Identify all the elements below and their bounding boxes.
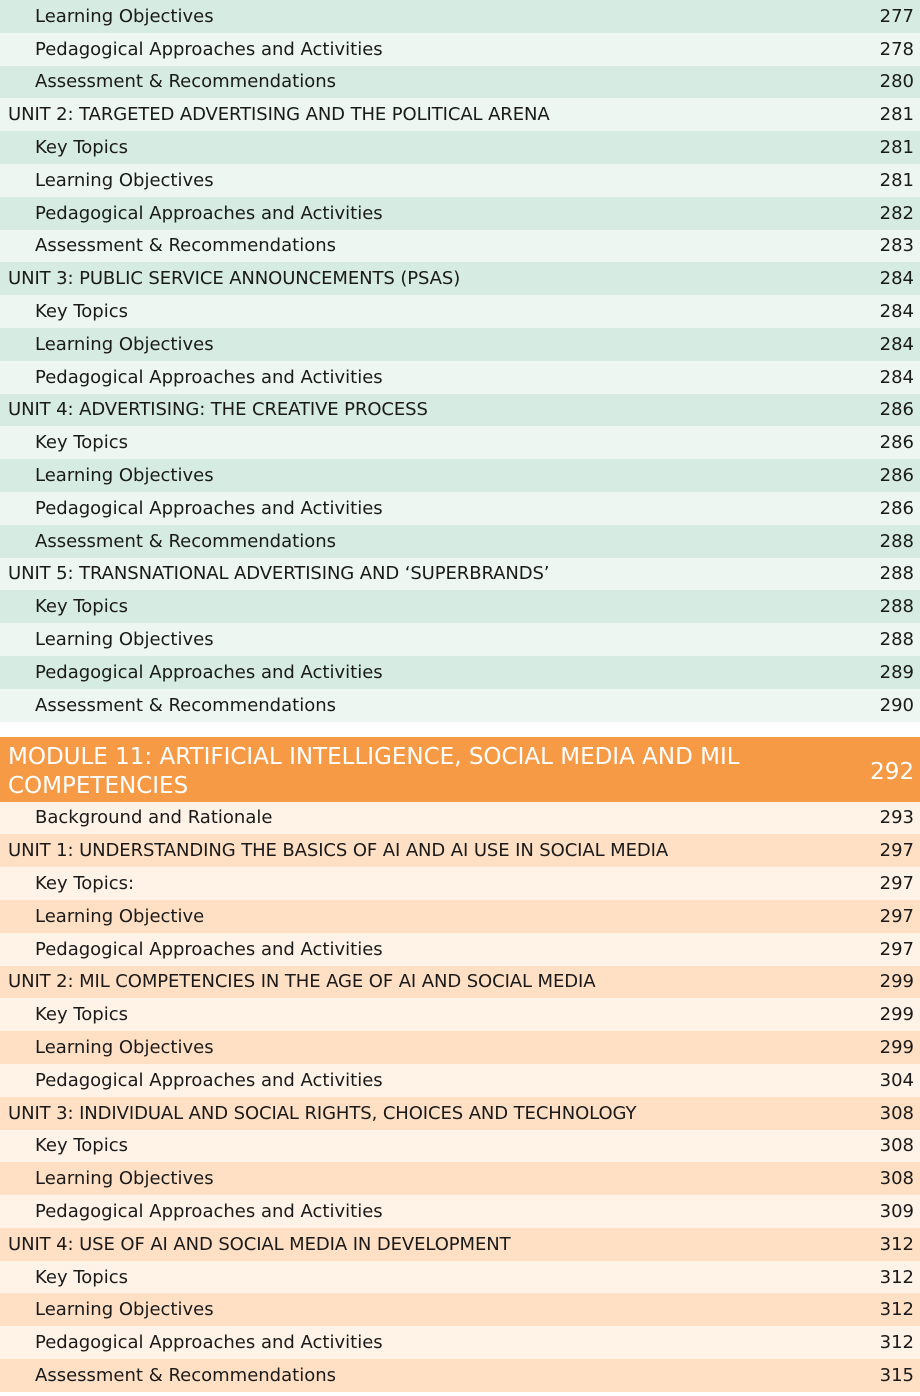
toc-unit-entry[interactable]: [0, 394, 920, 427]
toc-entry[interactable]: [0, 295, 920, 328]
toc-entry-title: UNIT 2: TARGETED ADVERTISING AND THE POLITICAL ARENA: [8, 104, 550, 126]
toc-entry-title: Learning Objectives: [35, 465, 214, 487]
toc-entry-page-number: 288: [879, 629, 914, 651]
toc-entry[interactable]: [0, 492, 920, 525]
toc-entry-title: Learning Objective: [35, 905, 205, 927]
toc-unit-entry[interactable]: [0, 1097, 920, 1130]
toc-entry-page-number: 286: [879, 497, 914, 519]
toc-entry-page-number: 281: [879, 169, 914, 191]
toc-entry-page-number: 299: [879, 1037, 914, 1058]
toc-entry[interactable]: [0, 66, 920, 99]
toc-entry-title: Pedagogical Approaches and Activities: [35, 1332, 383, 1354]
toc-entry-page-number: 284: [879, 268, 914, 290]
toc-entry-title: Key Topics: [35, 137, 129, 159]
toc-entry[interactable]: [0, 33, 920, 66]
toc-entry-title: Learning Objectives: [35, 1168, 214, 1190]
toc-entry-page-number: 312: [879, 1233, 914, 1255]
toc-entry[interactable]: [0, 525, 920, 558]
toc-entry[interactable]: [0, 1359, 920, 1392]
section-divider: [0, 722, 920, 737]
toc-entry-page-number: 283: [879, 235, 914, 257]
toc-entry-title: Pedagogical Approaches and Activities: [35, 938, 383, 960]
toc-entry[interactable]: [0, 459, 920, 492]
toc-entry[interactable]: [0, 328, 920, 361]
toc-unit-entry[interactable]: [0, 262, 920, 295]
toc-entry-title: Assessment & Recommendations: [35, 235, 336, 257]
toc-entry-title: Pedagogical Approaches and Activities: [35, 497, 383, 519]
toc-entry-title: UNIT 3: INDIVIDUAL AND SOCIAL RIGHTS, CHOICES AND TECHNOLOGY: [8, 1102, 637, 1124]
toc-entry-page-number: 297: [879, 840, 914, 862]
toc-entry-page-number: 304: [879, 1069, 914, 1091]
toc-entry-page-number: 284: [879, 366, 914, 388]
toc-entry[interactable]: [0, 230, 920, 263]
toc-unit-entry[interactable]: [0, 1228, 920, 1261]
toc-entry-page-number: 309: [879, 1200, 914, 1222]
toc-entry-title: Key Topics: [35, 301, 129, 323]
toc-entry-page-number: 278: [879, 38, 914, 60]
toc-entry-title: Key Topics: [35, 1135, 129, 1157]
toc-entry-page-number: 308: [879, 1102, 914, 1124]
toc-entry-title: Pedagogical Approaches and Activities: [35, 38, 383, 60]
toc-entry[interactable]: [0, 197, 920, 230]
toc-entry-page-number: 297: [879, 905, 914, 927]
toc-entry[interactable]: [0, 689, 920, 722]
toc-unit-entry[interactable]: [0, 98, 920, 131]
toc-entry[interactable]: [0, 623, 920, 656]
module-page-number: 292: [870, 758, 914, 785]
toc-entry[interactable]: [0, 361, 920, 394]
toc-entry-page-number: 297: [879, 873, 914, 895]
toc-entry[interactable]: [0, 1195, 920, 1228]
toc-entry-page-number: 288: [879, 530, 914, 552]
toc-entry[interactable]: [0, 426, 920, 459]
toc-entry-title: UNIT 4: ADVERTISING: THE CREATIVE PROCESS: [8, 399, 428, 421]
toc-entry-title: Key Topics: [35, 596, 129, 618]
toc-entry-page-number: 312: [879, 1266, 914, 1288]
toc-entry-title: Learning Objectives: [35, 1299, 214, 1321]
toc-entry[interactable]: [0, 900, 920, 933]
toc-entry-page-number: 308: [879, 1168, 914, 1190]
toc-entry-page-number: 286: [879, 399, 914, 421]
toc-entry-title: Pedagogical Approaches and Activities: [35, 661, 383, 683]
toc-entry-page-number: 312: [879, 1299, 914, 1321]
toc-entry[interactable]: [0, 1326, 920, 1359]
toc-entry-page-number: 297: [879, 938, 914, 960]
toc-entry-title: Learning Objectives: [35, 629, 214, 651]
toc-entry-title: Pedagogical Approaches and Activities: [35, 1200, 383, 1222]
toc-entry-title: UNIT 5: TRANSNATIONAL ADVERTISING AND ‘SUPERBRANDS’: [8, 563, 550, 585]
toc-entry-page-number: 284: [879, 333, 914, 355]
toc-entry-title: UNIT 1: UNDERSTANDING THE BASICS OF AI AND AI USE IN SOCIAL MEDIA: [8, 840, 669, 862]
toc-entry-title: UNIT 4: USE OF AI AND SOCIAL MEDIA IN DEVELOPMENT: [8, 1233, 511, 1255]
toc-entry-page-number: 281: [879, 137, 914, 159]
toc-entry[interactable]: [0, 1261, 920, 1294]
toc-entry-page-number: 288: [879, 596, 914, 618]
toc-entry-page-number: 277: [879, 5, 914, 27]
toc-entry-title: Learning Objectives: [35, 333, 214, 355]
toc-entry[interactable]: [0, 998, 920, 1031]
toc-entry-title: Key Topics: [35, 1004, 129, 1026]
toc-entry-page-number: 280: [879, 71, 914, 93]
toc-entry[interactable]: [0, 1293, 920, 1326]
module-title: MODULE 11: ARTIFICIAL INTELLIGENCE, SOCIAL MEDIA AND MIL COMPETENCIES: [8, 744, 740, 800]
toc-entry[interactable]: [0, 1031, 920, 1064]
toc-entry-title: Learning Objectives: [35, 169, 214, 191]
toc-entry-page-number: 315: [879, 1364, 914, 1386]
toc-entry-page-number: 282: [879, 202, 914, 224]
toc-entry-page-number: 286: [879, 465, 914, 487]
toc-entry-title: Pedagogical Approaches and Activities: [35, 202, 383, 224]
toc-entry-page-number: 281: [879, 104, 914, 126]
toc-entry-title: Background and Rationale: [35, 807, 273, 829]
toc-entry-title: Pedagogical Approaches and Activities: [35, 366, 383, 388]
toc-entry-title: UNIT 2: MIL COMPETENCIES IN THE AGE OF AI AND SOCIAL MEDIA: [8, 971, 596, 993]
toc-entry-page-number: 299: [879, 1004, 914, 1026]
toc-entry[interactable]: [0, 1162, 920, 1195]
toc-entry-title: Learning Objectives: [35, 1037, 214, 1058]
toc-entry-title: Assessment & Recommendations: [35, 1364, 336, 1386]
module-11-heading[interactable]: [0, 737, 920, 802]
toc-entry-title: Assessment & Recommendations: [35, 71, 336, 93]
toc-entry[interactable]: [0, 1064, 920, 1097]
toc-entry-title: Assessment & Recommendations: [35, 694, 336, 716]
toc-entry-page-number: 286: [879, 432, 914, 454]
toc-entry-title: Assessment & Recommendations: [35, 530, 336, 552]
toc-entry-page-number: 312: [879, 1332, 914, 1354]
toc-entry-page-number: 284: [879, 301, 914, 323]
toc-entry-title: Pedagogical Approaches and Activities: [35, 1069, 383, 1091]
toc-entry[interactable]: [0, 0, 920, 33]
toc-entry-page-number: 288: [879, 563, 914, 585]
toc-entry[interactable]: [0, 590, 920, 623]
toc-unit-entry[interactable]: [0, 966, 920, 999]
toc-entry[interactable]: [0, 867, 920, 900]
toc-entry-title: Learning Objectives: [35, 5, 214, 27]
toc-section-module-11: [0, 802, 920, 1392]
toc-entry-page-number: 308: [879, 1135, 914, 1157]
toc-entry[interactable]: [0, 164, 920, 197]
toc-entry-page-number: 299: [879, 971, 914, 993]
toc-entry-page-number: 290: [879, 694, 914, 716]
toc-entry-page-number: 293: [879, 807, 914, 829]
toc-entry[interactable]: [0, 802, 920, 835]
toc-entry[interactable]: [0, 1130, 920, 1163]
toc-unit-entry[interactable]: [0, 558, 920, 591]
toc-entry-title: UNIT 3: PUBLIC SERVICE ANNOUNCEMENTS (PSAS): [8, 268, 461, 290]
toc-entry-title: Key Topics:: [35, 873, 135, 895]
toc-entry[interactable]: [0, 131, 920, 164]
toc-entry-title: Key Topics: [35, 432, 129, 454]
toc-entry[interactable]: [0, 933, 920, 966]
toc-entry-page-number: 289: [879, 661, 914, 683]
toc-entry-title: Key Topics: [35, 1266, 129, 1288]
toc-entry[interactable]: [0, 656, 920, 689]
toc-unit-entry[interactable]: [0, 834, 920, 867]
